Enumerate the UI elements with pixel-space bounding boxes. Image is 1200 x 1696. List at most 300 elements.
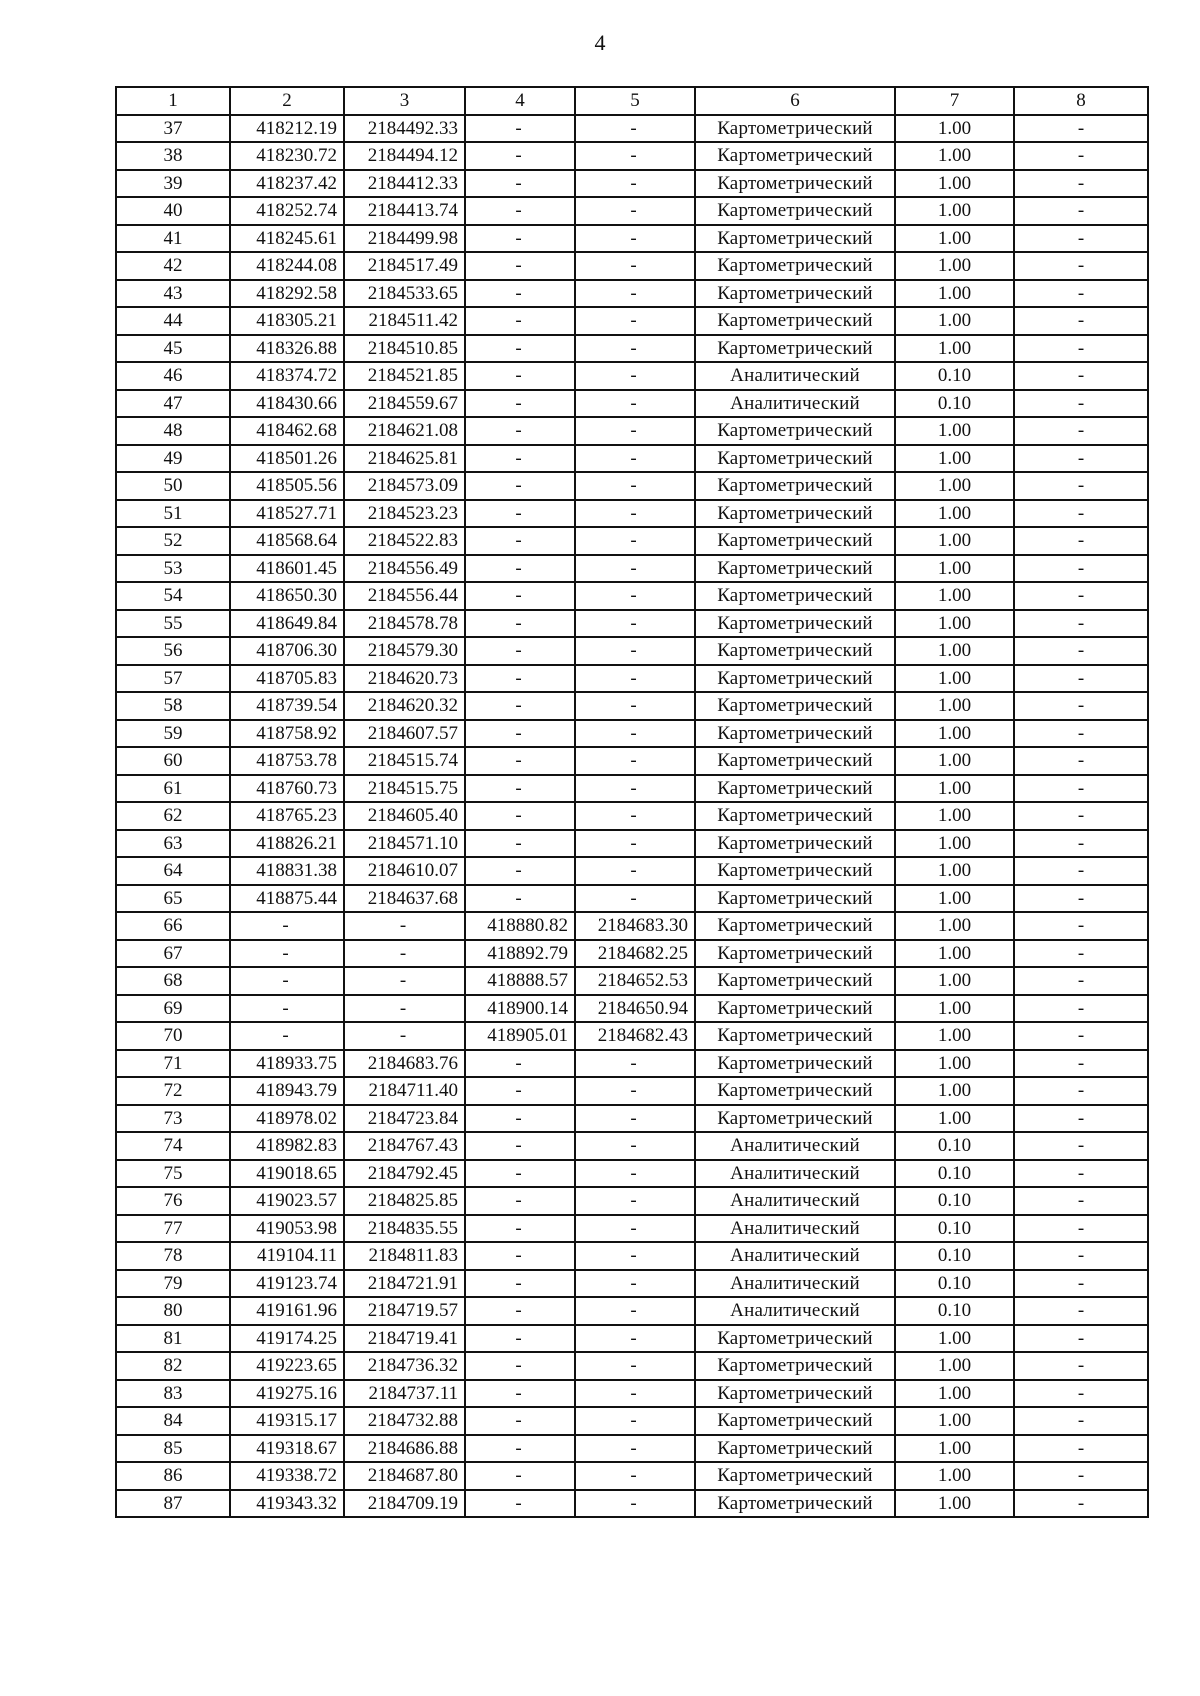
y-coordinate-cell: 2184620.32 bbox=[344, 692, 465, 720]
accuracy-cell: 1.00 bbox=[895, 1490, 1014, 1518]
y-coordinate-cell: 2184610.07 bbox=[344, 857, 465, 885]
table-row bbox=[116, 1105, 1148, 1133]
method-cell: Картометрический bbox=[695, 500, 895, 528]
y-coordinate-cell: 2184578.78 bbox=[344, 610, 465, 638]
y-new-cell: - bbox=[575, 472, 695, 500]
table-row bbox=[116, 1077, 1148, 1105]
y-coordinate-cell: 2184499.98 bbox=[344, 225, 465, 253]
note-cell: - bbox=[1014, 940, 1148, 968]
note-cell: - bbox=[1014, 170, 1148, 198]
note-cell: - bbox=[1014, 500, 1148, 528]
x-coordinate-cell: 419161.96 bbox=[230, 1297, 344, 1325]
x-coordinate-cell: 418430.66 bbox=[230, 390, 344, 418]
y-coordinate-cell: 2184522.83 bbox=[344, 527, 465, 555]
method-cell: Картометрический bbox=[695, 417, 895, 445]
table-row bbox=[116, 885, 1148, 913]
accuracy-cell: 1.00 bbox=[895, 1050, 1014, 1078]
accuracy-cell: 1.00 bbox=[895, 1105, 1014, 1133]
x-coordinate-cell: 418244.08 bbox=[230, 252, 344, 280]
note-cell: - bbox=[1014, 280, 1148, 308]
accuracy-cell: 1.00 bbox=[895, 115, 1014, 143]
method-cell: Картометрический bbox=[695, 1022, 895, 1050]
accuracy-cell: 1.00 bbox=[895, 1325, 1014, 1353]
x-coordinate-cell: 418326.88 bbox=[230, 335, 344, 363]
y-new-cell: - bbox=[575, 1435, 695, 1463]
point-number-cell: 60 bbox=[116, 747, 230, 775]
table-row bbox=[116, 1462, 1148, 1490]
accuracy-cell: 1.00 bbox=[895, 1022, 1014, 1050]
table-row bbox=[116, 1160, 1148, 1188]
table-row bbox=[116, 1490, 1148, 1518]
table-row bbox=[116, 1187, 1148, 1215]
x-coordinate-cell: 418706.30 bbox=[230, 637, 344, 665]
table-row bbox=[116, 500, 1148, 528]
note-cell: - bbox=[1014, 335, 1148, 363]
accuracy-cell: 1.00 bbox=[895, 1380, 1014, 1408]
y-new-cell: - bbox=[575, 775, 695, 803]
y-new-cell: - bbox=[575, 1270, 695, 1298]
x-new-cell: - bbox=[465, 830, 575, 858]
y-new-cell: - bbox=[575, 885, 695, 913]
y-new-cell: - bbox=[575, 1050, 695, 1078]
note-cell: - bbox=[1014, 637, 1148, 665]
method-cell: Картометрический bbox=[695, 1077, 895, 1105]
point-number-cell: 73 bbox=[116, 1105, 230, 1133]
x-coordinate-cell: 418933.75 bbox=[230, 1050, 344, 1078]
column-header: 4 bbox=[465, 87, 575, 115]
note-cell: - bbox=[1014, 885, 1148, 913]
table-row bbox=[116, 665, 1148, 693]
method-cell: Картометрический bbox=[695, 197, 895, 225]
y-coordinate-cell: 2184523.23 bbox=[344, 500, 465, 528]
x-coordinate-cell: 418705.83 bbox=[230, 665, 344, 693]
point-number-cell: 65 bbox=[116, 885, 230, 913]
y-coordinate-cell: 2184721.91 bbox=[344, 1270, 465, 1298]
table-row bbox=[116, 472, 1148, 500]
table-row bbox=[116, 1325, 1148, 1353]
method-cell: Аналитический bbox=[695, 1242, 895, 1270]
y-coordinate-cell: 2184494.12 bbox=[344, 142, 465, 170]
accuracy-cell: 1.00 bbox=[895, 885, 1014, 913]
x-new-cell: - bbox=[465, 500, 575, 528]
x-coordinate-cell: 418875.44 bbox=[230, 885, 344, 913]
y-new-cell: - bbox=[575, 1297, 695, 1325]
method-cell: Картометрический bbox=[695, 1490, 895, 1518]
accuracy-cell: 1.00 bbox=[895, 500, 1014, 528]
table-row bbox=[116, 940, 1148, 968]
x-new-cell: - bbox=[465, 335, 575, 363]
table-row bbox=[116, 527, 1148, 555]
note-cell: - bbox=[1014, 1050, 1148, 1078]
point-number-cell: 63 bbox=[116, 830, 230, 858]
x-coordinate-cell: 418601.45 bbox=[230, 555, 344, 583]
y-new-cell: - bbox=[575, 500, 695, 528]
point-number-cell: 48 bbox=[116, 417, 230, 445]
point-number-cell: 86 bbox=[116, 1462, 230, 1490]
x-new-cell: - bbox=[465, 417, 575, 445]
accuracy-cell: 1.00 bbox=[895, 527, 1014, 555]
x-new-cell: - bbox=[465, 610, 575, 638]
point-number-cell: 62 bbox=[116, 802, 230, 830]
note-cell: - bbox=[1014, 390, 1148, 418]
method-cell: Картометрический bbox=[695, 1380, 895, 1408]
x-new-cell: - bbox=[465, 1242, 575, 1270]
y-new-cell: - bbox=[575, 555, 695, 583]
accuracy-cell: 1.00 bbox=[895, 747, 1014, 775]
x-coordinate-cell: 419018.65 bbox=[230, 1160, 344, 1188]
method-cell: Аналитический bbox=[695, 1187, 895, 1215]
point-number-cell: 76 bbox=[116, 1187, 230, 1215]
accuracy-cell: 1.00 bbox=[895, 995, 1014, 1023]
point-number-cell: 69 bbox=[116, 995, 230, 1023]
accuracy-cell: 1.00 bbox=[895, 775, 1014, 803]
y-new-cell: - bbox=[575, 362, 695, 390]
method-cell: Картометрический bbox=[695, 857, 895, 885]
note-cell: - bbox=[1014, 1215, 1148, 1243]
accuracy-cell: 1.00 bbox=[895, 802, 1014, 830]
y-coordinate-cell: 2184732.88 bbox=[344, 1407, 465, 1435]
x-new-cell: - bbox=[465, 665, 575, 693]
x-coordinate-cell: 418826.21 bbox=[230, 830, 344, 858]
x-new-cell: - bbox=[465, 1215, 575, 1243]
accuracy-cell: 1.00 bbox=[895, 692, 1014, 720]
point-number-cell: 37 bbox=[116, 115, 230, 143]
x-new-cell: - bbox=[465, 1132, 575, 1160]
y-coordinate-cell: 2184620.73 bbox=[344, 665, 465, 693]
accuracy-cell: 1.00 bbox=[895, 307, 1014, 335]
accuracy-cell: 0.10 bbox=[895, 1160, 1014, 1188]
y-coordinate-cell: 2184835.55 bbox=[344, 1215, 465, 1243]
method-cell: Картометрический bbox=[695, 225, 895, 253]
y-new-cell: - bbox=[575, 280, 695, 308]
x-new-cell: 418880.82 bbox=[465, 912, 575, 940]
column-header: 7 bbox=[895, 87, 1014, 115]
y-new-cell: - bbox=[575, 720, 695, 748]
point-number-cell: 58 bbox=[116, 692, 230, 720]
accuracy-cell: 1.00 bbox=[895, 1352, 1014, 1380]
y-coordinate-cell: 2184412.33 bbox=[344, 170, 465, 198]
accuracy-cell: 1.00 bbox=[895, 912, 1014, 940]
table-row bbox=[116, 610, 1148, 638]
x-coordinate-cell: 418245.61 bbox=[230, 225, 344, 253]
table-row bbox=[116, 555, 1148, 583]
table-row bbox=[116, 692, 1148, 720]
x-coordinate-cell: 418237.42 bbox=[230, 170, 344, 198]
point-number-cell: 64 bbox=[116, 857, 230, 885]
y-new-cell: - bbox=[575, 1187, 695, 1215]
table-row bbox=[116, 1380, 1148, 1408]
y-new-cell: - bbox=[575, 445, 695, 473]
x-new-cell: - bbox=[465, 1050, 575, 1078]
accuracy-cell: 1.00 bbox=[895, 1462, 1014, 1490]
method-cell: Картометрический bbox=[695, 582, 895, 610]
x-new-cell: 418892.79 bbox=[465, 940, 575, 968]
x-coordinate-cell: 418943.79 bbox=[230, 1077, 344, 1105]
method-cell: Картометрический bbox=[695, 472, 895, 500]
y-coordinate-cell: 2184515.75 bbox=[344, 775, 465, 803]
point-number-cell: 57 bbox=[116, 665, 230, 693]
x-coordinate-cell: 418374.72 bbox=[230, 362, 344, 390]
note-cell: - bbox=[1014, 225, 1148, 253]
x-new-cell: - bbox=[465, 885, 575, 913]
accuracy-cell: 1.00 bbox=[895, 830, 1014, 858]
note-cell: - bbox=[1014, 252, 1148, 280]
note-cell: - bbox=[1014, 472, 1148, 500]
point-number-cell: 83 bbox=[116, 1380, 230, 1408]
method-cell: Аналитический bbox=[695, 390, 895, 418]
method-cell: Картометрический bbox=[695, 1105, 895, 1133]
column-header: 2 bbox=[230, 87, 344, 115]
accuracy-cell: 1.00 bbox=[895, 445, 1014, 473]
y-coordinate-cell: 2184719.41 bbox=[344, 1325, 465, 1353]
method-cell: Картометрический bbox=[695, 170, 895, 198]
point-number-cell: 54 bbox=[116, 582, 230, 610]
table-row bbox=[116, 252, 1148, 280]
point-number-cell: 67 bbox=[116, 940, 230, 968]
method-cell: Картометрический bbox=[695, 115, 895, 143]
note-cell: - bbox=[1014, 720, 1148, 748]
point-number-cell: 74 bbox=[116, 1132, 230, 1160]
y-coordinate-cell: 2184556.49 bbox=[344, 555, 465, 583]
method-cell: Картометрический bbox=[695, 1325, 895, 1353]
note-cell: - bbox=[1014, 197, 1148, 225]
y-coordinate-cell: 2184533.65 bbox=[344, 280, 465, 308]
method-cell: Аналитический bbox=[695, 1160, 895, 1188]
note-cell: - bbox=[1014, 555, 1148, 583]
x-coordinate-cell: 418527.71 bbox=[230, 500, 344, 528]
y-new-cell: - bbox=[575, 747, 695, 775]
table-row bbox=[116, 720, 1148, 748]
column-header: 6 bbox=[695, 87, 895, 115]
note-cell: - bbox=[1014, 967, 1148, 995]
point-number-cell: 39 bbox=[116, 170, 230, 198]
x-coordinate-cell: 419174.25 bbox=[230, 1325, 344, 1353]
x-new-cell: 418888.57 bbox=[465, 967, 575, 995]
x-new-cell: - bbox=[465, 1435, 575, 1463]
x-new-cell: - bbox=[465, 1407, 575, 1435]
note-cell: - bbox=[1014, 610, 1148, 638]
method-cell: Картометрический bbox=[695, 692, 895, 720]
note-cell: - bbox=[1014, 802, 1148, 830]
y-new-cell: - bbox=[575, 857, 695, 885]
point-number-cell: 81 bbox=[116, 1325, 230, 1353]
accuracy-cell: 1.00 bbox=[895, 252, 1014, 280]
y-new-cell: - bbox=[575, 1160, 695, 1188]
point-number-cell: 72 bbox=[116, 1077, 230, 1105]
note-cell: - bbox=[1014, 527, 1148, 555]
x-new-cell: - bbox=[465, 280, 575, 308]
column-header: 8 bbox=[1014, 87, 1148, 115]
point-number-cell: 49 bbox=[116, 445, 230, 473]
y-coordinate-cell: 2184510.85 bbox=[344, 335, 465, 363]
accuracy-cell: 0.10 bbox=[895, 1242, 1014, 1270]
y-new-cell: - bbox=[575, 830, 695, 858]
point-number-cell: 46 bbox=[116, 362, 230, 390]
x-new-cell: - bbox=[465, 1160, 575, 1188]
method-cell: Картометрический bbox=[695, 307, 895, 335]
point-number-cell: 45 bbox=[116, 335, 230, 363]
table-row bbox=[116, 1215, 1148, 1243]
point-number-cell: 38 bbox=[116, 142, 230, 170]
method-cell: Картометрический bbox=[695, 1050, 895, 1078]
point-number-cell: 68 bbox=[116, 967, 230, 995]
note-cell: - bbox=[1014, 1270, 1148, 1298]
accuracy-cell: 1.00 bbox=[895, 1435, 1014, 1463]
method-cell: Аналитический bbox=[695, 1132, 895, 1160]
x-coordinate-cell: 418982.83 bbox=[230, 1132, 344, 1160]
method-cell: Картометрический bbox=[695, 747, 895, 775]
y-new-cell: 2184650.94 bbox=[575, 995, 695, 1023]
note-cell: - bbox=[1014, 775, 1148, 803]
x-coordinate-cell: 419318.67 bbox=[230, 1435, 344, 1463]
note-cell: - bbox=[1014, 142, 1148, 170]
x-new-cell: - bbox=[465, 1352, 575, 1380]
y-new-cell: - bbox=[575, 1380, 695, 1408]
y-coordinate-cell: 2184723.84 bbox=[344, 1105, 465, 1133]
y-new-cell: - bbox=[575, 1407, 695, 1435]
point-number-cell: 77 bbox=[116, 1215, 230, 1243]
x-coordinate-cell: 419053.98 bbox=[230, 1215, 344, 1243]
table-row bbox=[116, 445, 1148, 473]
point-number-cell: 80 bbox=[116, 1297, 230, 1325]
accuracy-cell: 1.00 bbox=[895, 472, 1014, 500]
method-cell: Картометрический bbox=[695, 775, 895, 803]
y-coordinate-cell: - bbox=[344, 1022, 465, 1050]
y-new-cell: - bbox=[575, 692, 695, 720]
accuracy-cell: 1.00 bbox=[895, 555, 1014, 583]
method-cell: Картометрический bbox=[695, 610, 895, 638]
note-cell: - bbox=[1014, 1132, 1148, 1160]
x-new-cell: - bbox=[465, 445, 575, 473]
x-new-cell: - bbox=[465, 225, 575, 253]
table-row bbox=[116, 637, 1148, 665]
accuracy-cell: 0.10 bbox=[895, 1132, 1014, 1160]
table-row bbox=[116, 582, 1148, 610]
accuracy-cell: 1.00 bbox=[895, 940, 1014, 968]
column-header: 3 bbox=[344, 87, 465, 115]
y-new-cell: - bbox=[575, 1215, 695, 1243]
method-cell: Картометрический bbox=[695, 527, 895, 555]
x-new-cell: - bbox=[465, 390, 575, 418]
y-new-cell: - bbox=[575, 1132, 695, 1160]
x-coordinate-cell: 418831.38 bbox=[230, 857, 344, 885]
accuracy-cell: 1.00 bbox=[895, 142, 1014, 170]
method-cell: Картометрический bbox=[695, 555, 895, 583]
method-cell: Картометрический bbox=[695, 665, 895, 693]
y-new-cell: 2184682.43 bbox=[575, 1022, 695, 1050]
x-coordinate-cell: - bbox=[230, 967, 344, 995]
y-new-cell: - bbox=[575, 1105, 695, 1133]
y-coordinate-cell: 2184579.30 bbox=[344, 637, 465, 665]
point-number-cell: 52 bbox=[116, 527, 230, 555]
note-cell: - bbox=[1014, 747, 1148, 775]
x-coordinate-cell: - bbox=[230, 995, 344, 1023]
point-number-cell: 59 bbox=[116, 720, 230, 748]
x-coordinate-cell: 418760.73 bbox=[230, 775, 344, 803]
x-coordinate-cell: 418212.19 bbox=[230, 115, 344, 143]
point-number-cell: 43 bbox=[116, 280, 230, 308]
accuracy-cell: 0.10 bbox=[895, 1270, 1014, 1298]
x-new-cell: - bbox=[465, 362, 575, 390]
table-row bbox=[116, 830, 1148, 858]
y-new-cell: - bbox=[575, 197, 695, 225]
point-number-cell: 78 bbox=[116, 1242, 230, 1270]
x-coordinate-cell: 419343.32 bbox=[230, 1490, 344, 1518]
y-coordinate-cell: 2184719.57 bbox=[344, 1297, 465, 1325]
x-new-cell: - bbox=[465, 472, 575, 500]
y-coordinate-cell: 2184737.11 bbox=[344, 1380, 465, 1408]
y-coordinate-cell: 2184683.76 bbox=[344, 1050, 465, 1078]
x-coordinate-cell: 418978.02 bbox=[230, 1105, 344, 1133]
y-coordinate-cell: 2184517.49 bbox=[344, 252, 465, 280]
y-coordinate-cell: 2184607.57 bbox=[344, 720, 465, 748]
y-coordinate-cell: 2184511.42 bbox=[344, 307, 465, 335]
y-new-cell: 2184682.25 bbox=[575, 940, 695, 968]
accuracy-cell: 0.10 bbox=[895, 390, 1014, 418]
accuracy-cell: 1.00 bbox=[895, 1407, 1014, 1435]
accuracy-cell: 1.00 bbox=[895, 1077, 1014, 1105]
y-new-cell: - bbox=[575, 637, 695, 665]
table-row bbox=[116, 912, 1148, 940]
y-coordinate-cell: 2184825.85 bbox=[344, 1187, 465, 1215]
y-new-cell: - bbox=[575, 1462, 695, 1490]
method-cell: Картометрический bbox=[695, 445, 895, 473]
table-row bbox=[116, 142, 1148, 170]
y-coordinate-cell: - bbox=[344, 940, 465, 968]
y-coordinate-cell: - bbox=[344, 967, 465, 995]
y-new-cell: - bbox=[575, 225, 695, 253]
accuracy-cell: 0.10 bbox=[895, 362, 1014, 390]
x-new-cell: 418905.01 bbox=[465, 1022, 575, 1050]
x-coordinate-cell: 418765.23 bbox=[230, 802, 344, 830]
y-coordinate-cell: 2184711.40 bbox=[344, 1077, 465, 1105]
note-cell: - bbox=[1014, 665, 1148, 693]
x-new-cell: - bbox=[465, 1297, 575, 1325]
y-coordinate-cell: 2184559.67 bbox=[344, 390, 465, 418]
y-coordinate-cell: 2184492.33 bbox=[344, 115, 465, 143]
point-number-cell: 53 bbox=[116, 555, 230, 583]
point-number-cell: 41 bbox=[116, 225, 230, 253]
accuracy-cell: 0.10 bbox=[895, 1297, 1014, 1325]
x-new-cell: - bbox=[465, 527, 575, 555]
note-cell: - bbox=[1014, 582, 1148, 610]
y-coordinate-cell: 2184515.74 bbox=[344, 747, 465, 775]
y-coordinate-cell: 2184521.85 bbox=[344, 362, 465, 390]
accuracy-cell: 1.00 bbox=[895, 582, 1014, 610]
x-coordinate-cell: 418568.64 bbox=[230, 527, 344, 555]
y-coordinate-cell: 2184605.40 bbox=[344, 802, 465, 830]
note-cell: - bbox=[1014, 445, 1148, 473]
accuracy-cell: 1.00 bbox=[895, 610, 1014, 638]
x-new-cell: - bbox=[465, 1325, 575, 1353]
accuracy-cell: 1.00 bbox=[895, 197, 1014, 225]
page-number: 4 bbox=[594, 30, 606, 55]
y-new-cell: - bbox=[575, 665, 695, 693]
note-cell: - bbox=[1014, 857, 1148, 885]
accuracy-cell: 1.00 bbox=[895, 637, 1014, 665]
accuracy-cell: 0.10 bbox=[895, 1187, 1014, 1215]
x-coordinate-cell: 418739.54 bbox=[230, 692, 344, 720]
x-new-cell: - bbox=[465, 170, 575, 198]
table-row bbox=[116, 307, 1148, 335]
y-new-cell: - bbox=[575, 115, 695, 143]
note-cell: - bbox=[1014, 1380, 1148, 1408]
x-coordinate-cell: 419275.16 bbox=[230, 1380, 344, 1408]
y-coordinate-cell: 2184571.10 bbox=[344, 830, 465, 858]
x-new-cell: - bbox=[465, 582, 575, 610]
y-coordinate-cell: 2184686.88 bbox=[344, 1435, 465, 1463]
table-row bbox=[116, 775, 1148, 803]
